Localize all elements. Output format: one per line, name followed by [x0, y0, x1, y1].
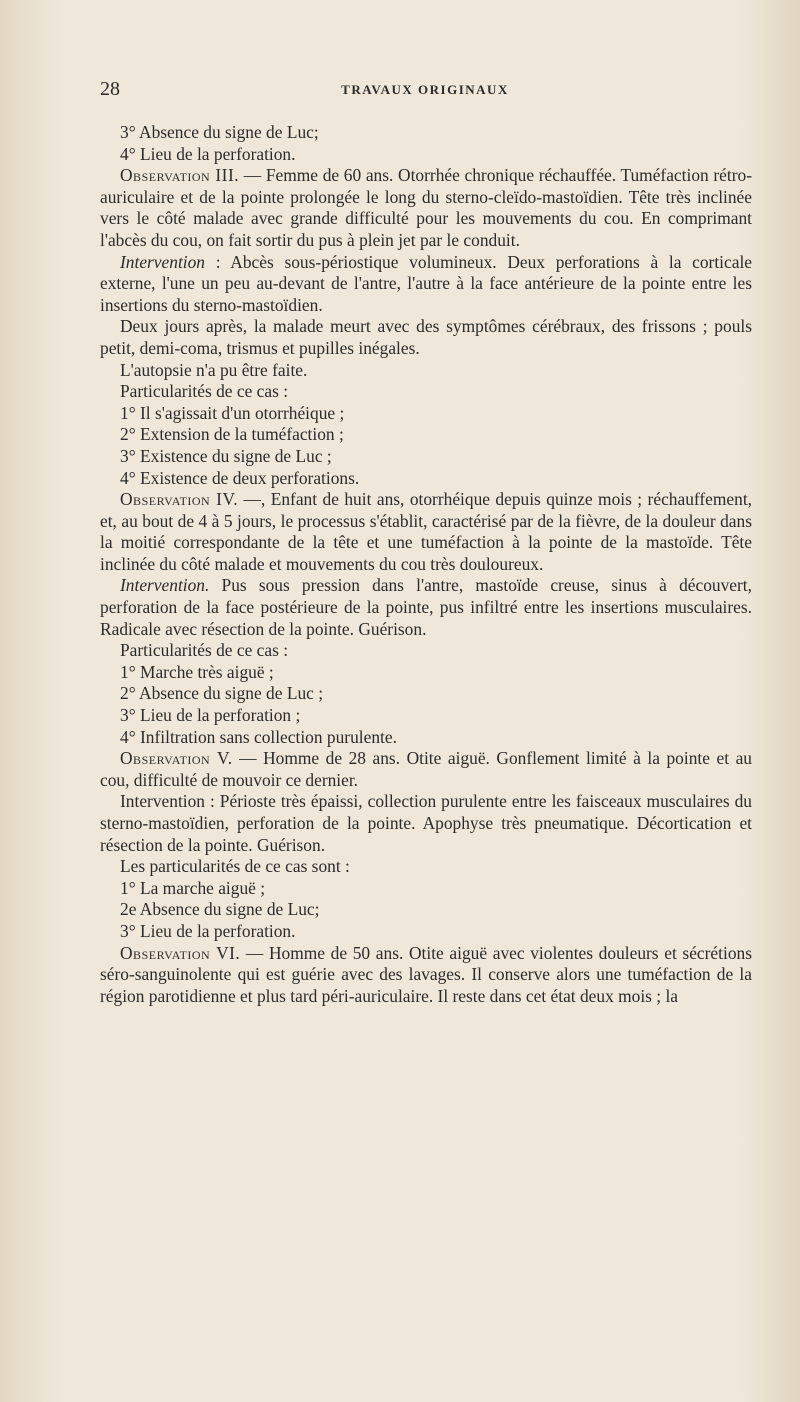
observation-paragraph: Observation IV. —, Enfant de huit ans, otorrhéique depuis quinze mois ; réchauffement, et, au bout de 4 à 5 jours, le processus s'établit, caractérisé par de la fièvre, de la douleur dans la moitié correspondante de la tête et une tuméfaction à la pointe de la mastoïde. Tête inclinée du côté malade et mouvements du cou très douloureux. [100, 489, 753, 574]
list-item: 2e Absence du signe de Luc; [120, 899, 320, 920]
observation-heading: Observation VI. [120, 942, 241, 963]
observation-heading: Observation IV. [120, 489, 239, 510]
list-item: 3° Lieu de la perforation. [120, 920, 296, 941]
list-item: 2° Extension de la tuméfaction ; [120, 424, 344, 445]
observation-heading: Observation III. [120, 165, 240, 186]
paragraph: Particularités de ce cas : [120, 381, 289, 402]
paragraph: L'autopsie n'a pu être faite. [120, 359, 308, 380]
list-item: 4° Existence de deux perforations. [120, 467, 360, 488]
paragraph: Particularités de ce cas : [120, 640, 289, 661]
intervention-paragraph: Intervention : Abcès sous-périostique volumineux. Deux perforations à la corticale externe, l'une un peu au-devant de l'antre, l'autre à la face antérieure de la pointe entre les insertions du sterno-mastoïdien. [100, 251, 752, 315]
list-item: 4° Infiltration sans collection purulente. [120, 726, 397, 747]
list-item: 2° Absence du signe de Luc ; [120, 683, 324, 704]
paragraph: Les particularités de ce cas sont : [120, 856, 350, 877]
list-item: 4° Lieu de la perforation. [120, 143, 296, 164]
list-item: 1° Il s'agissait d'un otorrhéique ; [120, 402, 345, 423]
observation-paragraph: Observation VI. — Homme de 50 ans. Otite aiguë avec violentes douleurs et sécrétions séro-sanguinolente qui est guérie avec des lavages. Il conserve alors une tuméfaction de la région parotidienne et plus tard péri-auriculaire. Il reste dans cet état deux mois ; la [100, 942, 752, 1006]
list-item: 3° Lieu de la perforation ; [120, 705, 301, 726]
observation-paragraph: Observation III. — Femme de 60 ans. Otorrhée chronique réchauffée. Tuméfaction rétro-auriculaire et de la pointe prolongée le long du sterno-cleïdo-mastoïdien. Tête très inclinée vers le côté malade avec grande difficulté pour les mouvements du cou. En comprimant l'abcès du cou, on fait sortir du pus à plein jet par le conduit. [100, 165, 752, 250]
intervention-label: Intervention. [120, 575, 210, 596]
observation-heading: Observation V. [120, 748, 233, 769]
paragraph: Intervention : Périoste très épaissi, collection purulente entre les faisceaux musculaires du sterno-mastoïdien, perforation de la pointe. Apophyse très pneumatique. Décortication et résection de la pointe. Guérison. [100, 791, 752, 855]
list-item: 1° La marche aiguë ; [120, 877, 266, 898]
observation-paragraph: Observation V. — Homme de 28 ans. Otite aiguë. Gonflement limité à la pointe et au cou, difficulté de mouvoir ce dernier. [100, 748, 752, 790]
intervention-label: Intervention [120, 251, 205, 272]
list-item: 3° Existence du signe de Luc ; [120, 445, 332, 466]
list-item: 1° Marche très aiguë ; [120, 661, 274, 682]
page-header [100, 78, 750, 102]
list-item: 3° Absence du signe de Luc; [120, 122, 319, 142]
intervention-paragraph: Intervention. Pus sous pression dans l'antre, mastoïde creuse, sinus à découvert, perforation de la face postérieure de la pointe, pus infiltré entre les insertions musculaires. Radicale avec résection de la pointe. Guérison. [100, 575, 752, 639]
paragraph: Deux jours après, la malade meurt avec des symptômes cérébraux, des frissons ; pouls petit, demi-coma, trismus et pupilles inégales. [100, 316, 752, 358]
body-text [100, 122, 752, 1007]
page-number: 28 [100, 78, 120, 100]
running-title: TRAVAUX ORIGINAUX [341, 82, 509, 97]
